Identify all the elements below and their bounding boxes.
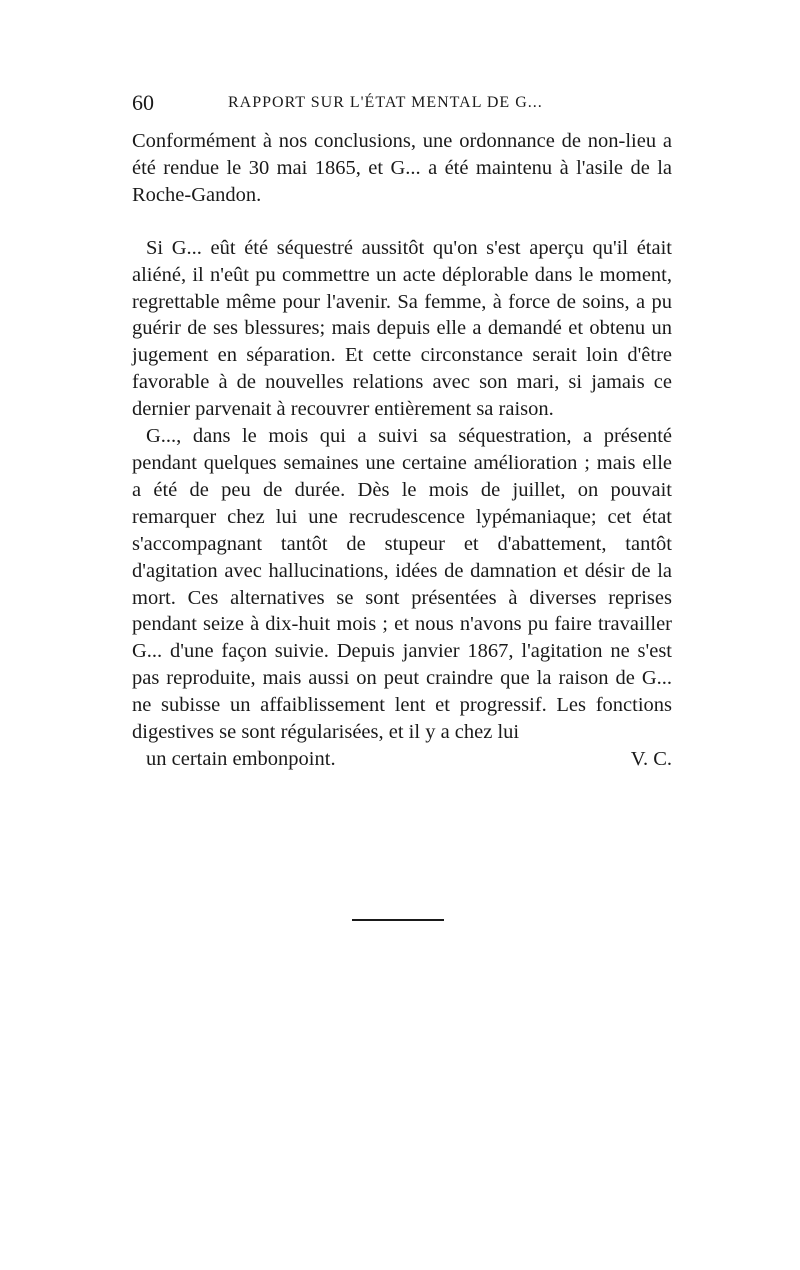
running-title: RAPPORT SUR L'ÉTAT MENTAL DE G... (228, 94, 543, 111)
closing-text: un certain embonpoint. (146, 747, 336, 770)
paragraph-conclusions: Conformément à nos conclusions, une ordonnance de non-lieu a été rendue le 30 mai 1865, et G... a été maintenu à l'asile de la Roche-Gandon. (132, 130, 672, 206)
running-head (132, 90, 672, 120)
signature: V. C. (630, 747, 672, 770)
paragraph-evolution: G..., dans le mois qui a suivi sa séquestration, a présenté pendant quelques semaines une certaine amélioration ; mais elle a été de peu de durée. Dès le mois de juillet, on pouvait remarquer chez lui une recrudescence lypémaniaque; cet état s'accompagnant tantôt de stupeur et d'abattement, tantôt d'agitation avec hallucinations, idées de damnation et désir de la mort. Ces alternatives se sont présentées à diverses reprises pendant seize à dix-huit mois ; et nous n'avons pu faire travailler G... d'une façon suivie. Depuis janvier 1867, l'agitation ne s'est pas reproduite, mais aussi on peut craindre que la raison de G... ne subisse un affaiblissement lent et progressif. Les fonctions digestives se sont régularisées, et il y a chez lui (132, 425, 672, 744)
body-text (132, 128, 672, 773)
section-divider-rule (352, 919, 444, 921)
closing-line (132, 746, 672, 773)
paragraph-sequestration: Si G... eût été séquestré aussitôt qu'on s'est aperçu qu'il était aliéné, il n'eût pu commettre un acte déplorable dans le moment, regrettable même pour l'avenir. Sa femme, à force de soins, a pu guérir de ses blessures; mais depuis elle a demandé et obtenu un jugement en séparation. Et cette circonstance serait loin d'être favorable à de nouvelles relations avec son mari, si jamais ce dernier parvenait à recouvrer entièrement sa raison. (132, 236, 672, 421)
page-number: 60 (132, 90, 154, 115)
